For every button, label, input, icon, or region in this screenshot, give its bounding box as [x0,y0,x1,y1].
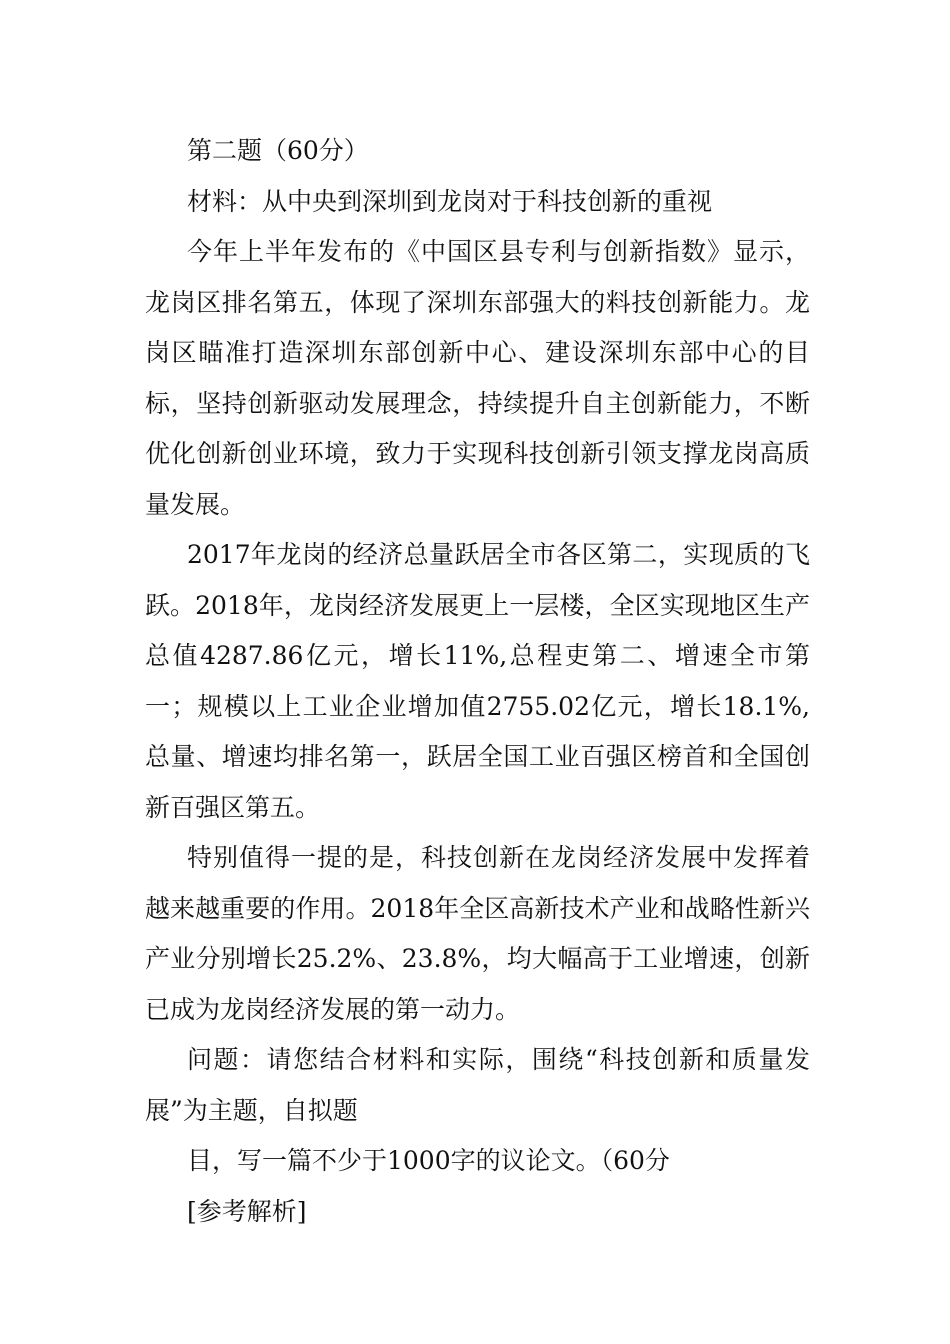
document-page [145,126,810,1237]
material-paragraph-2: 2017年龙岗的经济总量跃居全市各区第二，实现质的飞跃。2018年，龙岗经济发展更上一层楼，全区实现地区生产总值4287.86亿元，增长11%,总程吏第二、增速全市第一；规模以上工业企业增加值2755.02亿元，增长18.1%,总量、增速均排名第一，跃居全国工业百强区榜首和全国创新百强区第五。 [145,540,810,822]
reference-analysis-label: [参考解析] [187,1196,307,1226]
question-heading: 第二题（60分） [187,136,369,165]
question-text: 问题：请您结合材料和实际，围绕“科技创新和质量发展”为主题，自拟题 [145,1045,810,1125]
material-paragraph-3: 特别值得一提的是，科技创新在龙岗经济发展中发挥着越来越重要的作用。2018年全区高新技术产业和战略性新兴产业分别增长25.2%、23.8%，均大幅高于工业增速，创新已成为龙岗经济发展的第一动力。 [145,843,810,1024]
question-text-continued: 目，写一篇不少于1000字的议论文。（60分 [187,1146,670,1175]
material-paragraph-1: 今年上半年发布的《中国区县专利与创新指数》显示，龙岗区排名第五，体现了深圳东部强大的料技创新能力。龙岗区瞄准打造深圳东部创新中心、建设深圳东部中心的目标，坚持创新驱动发展理念，持续提升自主创新能力，不断优化创新创业环境，致力于实现科技创新引领支撑龙岗高质量发展。 [145,237,810,519]
material-title: 材料：从中央到深圳到龙岗对于科技创新的重视 [187,186,713,216]
